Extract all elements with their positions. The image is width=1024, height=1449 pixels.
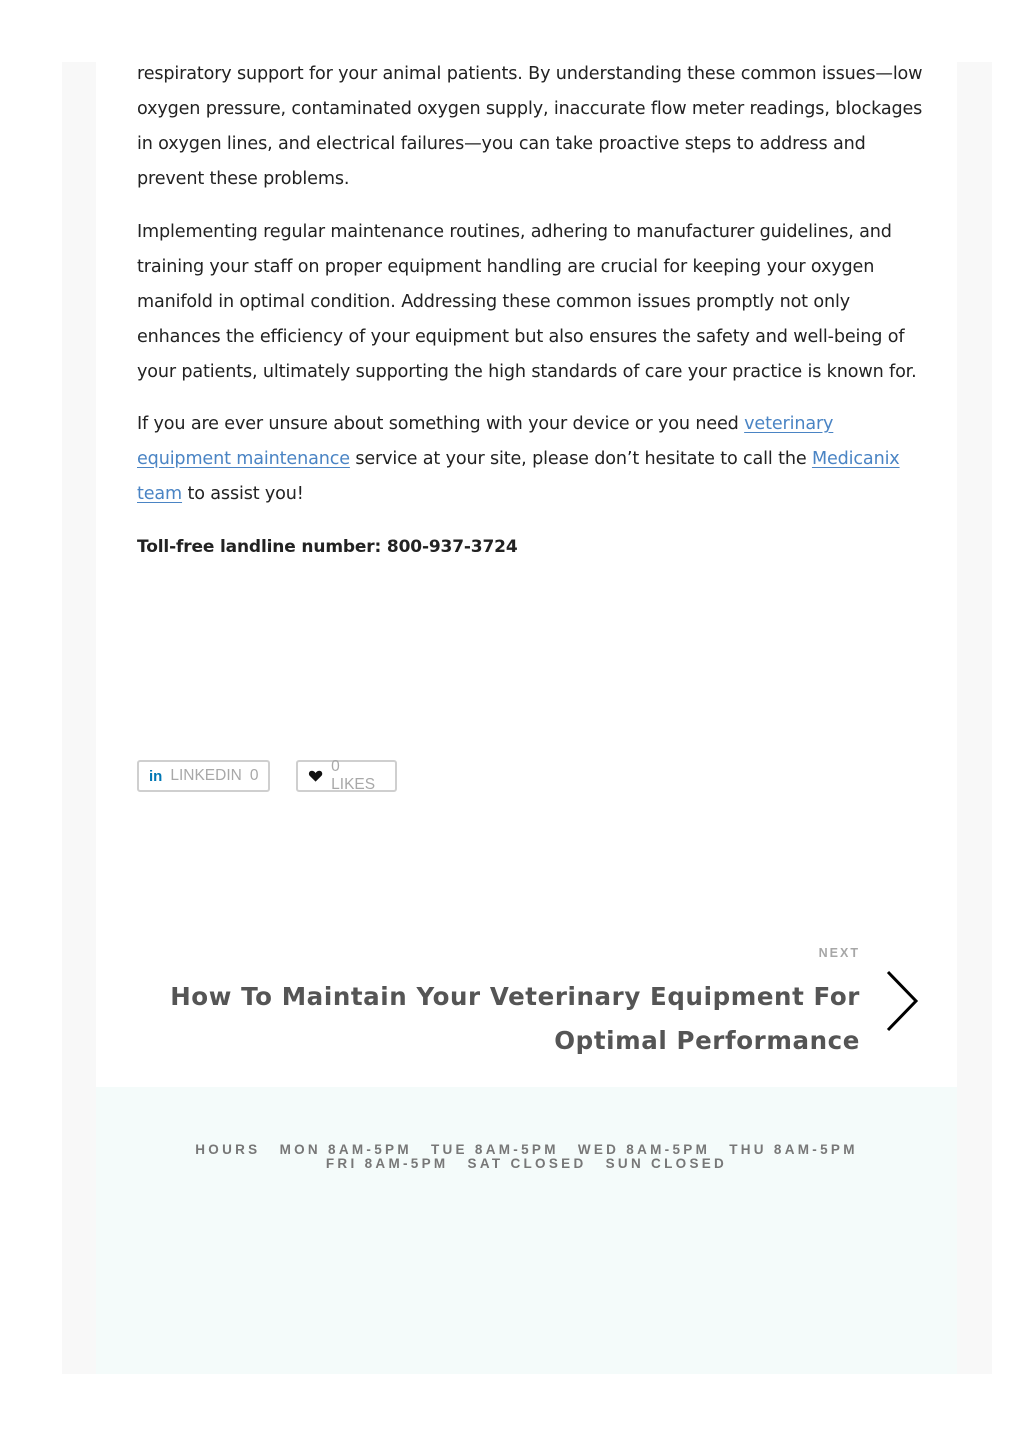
article-paragraph: Implementing regular maintenance routines, adhering to manufacturer guidelines, and training your staff on proper equipment handling are crucial for keeping your oxygen manifold in optimal condition. Addressing these common issues promptly not only enhances the efficiency of your equipment but also ensures the safety and well-being of your patients, ultimately supporting the high standards of care your practice is known for. (137, 221, 917, 382)
hours-item: SAT CLOSED (467, 1156, 587, 1171)
hours-item: THU 8AM-5PM (729, 1142, 858, 1157)
hours-item: SUN CLOSED (605, 1156, 728, 1171)
chevron-right-icon[interactable] (884, 970, 920, 1034)
linkedin-count: 0 (249, 767, 259, 784)
hours-item: FRI 8AM-5PM (325, 1156, 449, 1171)
like-button[interactable] (296, 760, 397, 792)
linkedin-share-button[interactable] (137, 760, 270, 792)
article-body (137, 57, 927, 582)
hours-item: TUE 8AM-5PM (430, 1142, 559, 1157)
linkedin-label: LINKEDIN (170, 767, 242, 784)
hours-line (96, 1143, 957, 1157)
paragraph-text: service at your site, please don’t hesitate to call the (349, 449, 812, 469)
likes-label: 0 LIKES (331, 758, 376, 793)
phone-number: Toll-free landline number: 800-937-3724 (137, 536, 518, 557)
hours-item: WED 8AM-5PM (577, 1142, 711, 1157)
business-hours (96, 1143, 957, 1171)
hours-line (96, 1157, 957, 1171)
veterinary-maintenance-link[interactable]: veterinary equipment maintenance (137, 414, 834, 469)
linkedin-icon: in (149, 767, 163, 785)
share-bar (137, 760, 397, 792)
next-post-label: NEXT (818, 946, 860, 960)
hours-item: MON 8AM-5PM (279, 1142, 412, 1157)
paragraph-text: to assist you! (182, 484, 304, 504)
article-paragraph: respiratory support for your animal patients. By understanding these common issues—low oxygen pressure, contaminated oxygen supply, inaccurate flow meter readings, blockages in oxygen lines, and electrical failures—you can take proactive steps to address and prevent these problems. (137, 64, 923, 189)
hours-heading: HOURS (195, 1142, 261, 1157)
medicanix-team-link[interactable]: Medicanix team (137, 449, 900, 504)
footer (96, 1087, 957, 1374)
next-post-link[interactable]: How To Maintain Your Veterinary Equipment For Optimal Performance (170, 982, 860, 1055)
article-paragraph (137, 407, 927, 512)
paragraph-text: If you are ever unsure about something with your device or you need (137, 414, 745, 434)
heart-icon (308, 768, 323, 784)
